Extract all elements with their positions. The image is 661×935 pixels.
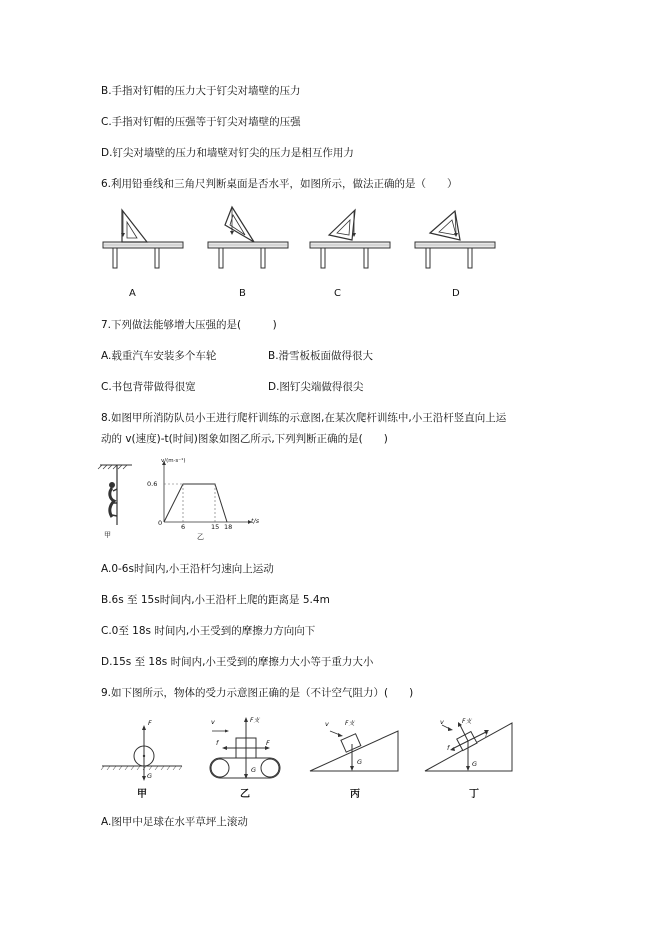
q9-jia-g-label: G [147,772,153,780]
panel-jia-ball [101,725,182,781]
climber-illustration [98,465,132,525]
q9-stem: 9.如下图所示，物体的受力示意图正确的是（不计空气阻力）( ) [101,687,414,699]
table-d [415,211,495,268]
q6-label-b: B [239,288,246,299]
q9-yi-g-label: G [251,766,257,774]
q6-figure [100,205,490,275]
q9-ding-f-right-label: f [485,731,488,739]
q8-stem-line1: 8.如图甲所消防队员小王进行爬杆训练的示意图,在某次爬杆训练中,小王沿杆竖直向上运 [101,412,507,424]
q9-bing-fsupport-label: F支 [345,720,355,727]
q8-option-c: C.0至 18s 时间内,小王受到的摩擦力方向向下 [101,625,316,637]
q9-bing-g-label: G [357,758,363,766]
panel-ding-incline [425,722,512,771]
q9-bing-v-label: v [325,720,329,728]
q9-ding-v-label: v [440,718,444,726]
q9-ding-g-label: G [472,760,478,768]
q8-stem-line2: 动的 v(速度)-t(时间)图象如图乙所示,下列判断正确的是( ) [101,433,388,445]
table-a [103,210,183,268]
q5-option-b: B.手指对钉帽的压力大于钉尖对墙壁的压力 [101,85,301,97]
q5-option-d: D.钉尖对墙壁的压力和墙壁对钉尖的压力是相互作用力 [101,147,354,159]
panel-bing-incline [310,731,398,771]
q9-label-ding: 丁 [469,789,479,800]
q6-label-d: D [452,288,460,299]
q6-stem: 6.利用铅垂线和三角尺判断桌面是否水平，如图所示，做法正确的是（ ） [101,178,458,190]
table-c [310,210,390,268]
q8-label-yi: 乙 [197,533,204,541]
q8-y-axis-label: v/(m·s⁻¹) [161,458,186,464]
q8-option-a: A.0-6s时间内,小王沿杆匀速向上运动 [101,563,274,575]
table-b [208,207,288,268]
vt-graph [162,461,252,524]
q9-label-bing: 丙 [350,789,360,800]
q8-option-b: B.6s 至 15s时间内,小王沿杆上爬的距离是 5.4m [101,594,330,606]
q8-x-tick-18: 18 [224,523,233,531]
panel-yi-conveyor [210,717,280,779]
q7-option-a: A.载重汽车安装多个车轮 [101,350,217,362]
q7-option-b: B.滑雪板板面做得很大 [268,350,374,362]
q9-ding-fsupport-label: F支 [462,718,472,725]
q8-y-tick: 0.6 [147,480,158,488]
q6-label-c: C [334,288,341,299]
q8-figure [98,459,258,544]
q7-option-c: C.书包背带做得很宽 [101,381,196,393]
q8-label-jia: 甲 [104,531,111,539]
q7-stem: 7.下列做法能够增大压强的是( ) [101,319,277,331]
q9-yi-v-label: v [211,718,215,726]
q8-option-d: D.15s 至 18s 时间内,小王受到的摩擦力大小等于重力大小 [101,656,374,668]
q9-figure [100,713,520,783]
q9-yi-F-label: F [266,739,270,747]
q9-ding-f-left-label: f [447,744,450,752]
q9-yi-fsupport-label: F支 [250,717,260,724]
q9-option-a: A.图甲中足球在水平草坪上滚动 [101,816,248,828]
q6-label-a: A [129,288,136,299]
q9-jia-f-label: F [148,719,152,727]
q8-origin: 0 [158,519,163,527]
q7-option-d: D.图钉尖端做得很尖 [268,381,364,393]
q5-option-c: C.手指对钉帽的压强等于钉尖对墙壁的压强 [101,116,301,128]
q9-yi-f-label: f [216,739,219,747]
q8-x-tick-6: 6 [181,523,186,531]
q8-x-tick-15: 15 [211,523,220,531]
q8-x-axis-label: t/s [251,517,260,525]
q9-label-yi: 乙 [240,789,250,800]
q9-label-jia: 甲 [137,789,147,800]
